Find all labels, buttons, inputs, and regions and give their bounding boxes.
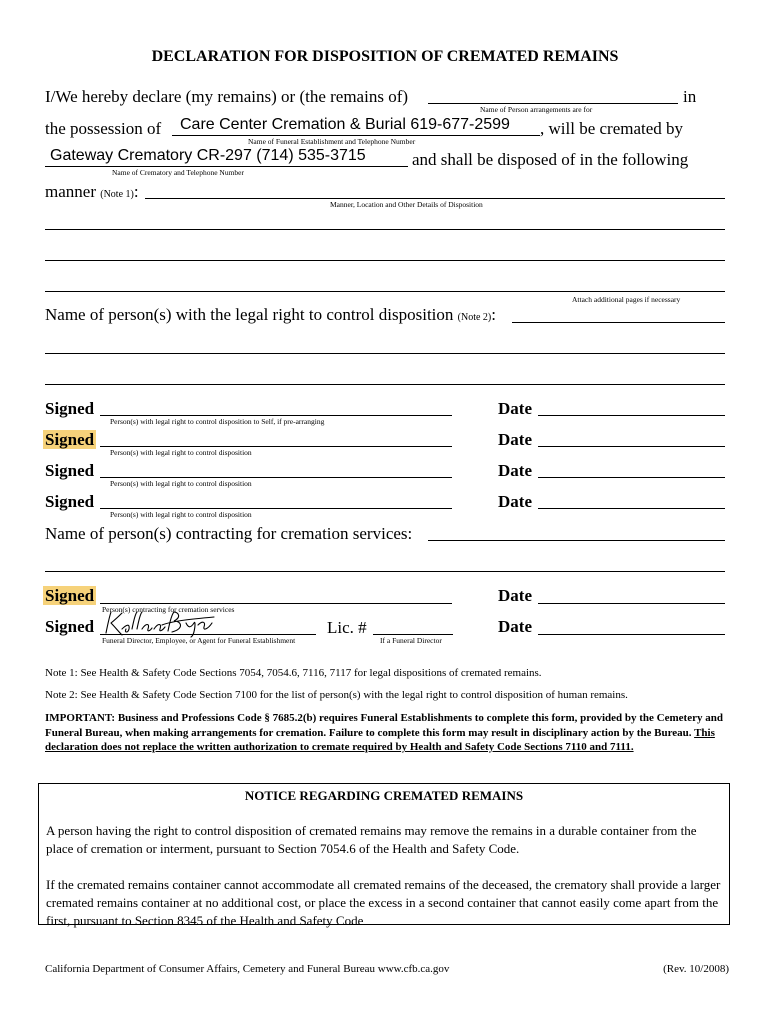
notice-paragraph-2: If the cremated remains container cannot accommodate all cremated remains of the deceased, the crematory shall provide a larger cremated remains container at no additional cost, or place the excess in a second container that cannot easily come apart from the first, pursuant to Section 8345 of the Health and Safety Code bbox=[46, 877, 721, 928]
date-field-3[interactable] bbox=[538, 477, 725, 478]
date-field-2[interactable] bbox=[538, 446, 725, 447]
director-signature-image bbox=[102, 609, 222, 639]
signature-field-1[interactable] bbox=[100, 415, 452, 416]
crematory-caption: Name of Crematory and Telephone Number bbox=[112, 168, 245, 177]
manner-field-line-4[interactable] bbox=[45, 291, 725, 292]
contracting-label: Name of person(s) contracting for cremation services: bbox=[45, 524, 413, 543]
declare-text: I/We hereby declare (my remains) or (the remains of) bbox=[45, 87, 409, 106]
director-date-label: Date bbox=[498, 617, 532, 636]
funeral-establishment-value[interactable]: Care Center Cremation & Burial 619-677-2599 bbox=[180, 116, 510, 133]
signature-caption-1: Person(s) with legal right to control disposition to Self, if pre-arranging bbox=[110, 417, 325, 426]
funeral-establishment-caption: Name of Funeral Establishment and Telephone Number bbox=[248, 137, 416, 146]
legal-right-field-line-2[interactable] bbox=[45, 353, 725, 354]
attach-pages-caption: Attach additional pages if necessary bbox=[572, 295, 681, 304]
date-label-4: Date bbox=[498, 492, 532, 511]
lic-field[interactable] bbox=[373, 634, 453, 635]
manner-label: manner (Note 1): bbox=[45, 182, 139, 201]
legal-right-label: Name of person(s) with the legal right to control disposition (Note 2): bbox=[45, 305, 496, 324]
possession-text: the possession of bbox=[45, 119, 162, 138]
manner-caption: Manner, Location and Other Details of Disposition bbox=[330, 200, 483, 209]
form-title: DECLARATION FOR DISPOSITION OF CREMATED REMAINS bbox=[151, 48, 619, 65]
signature-caption-4: Person(s) with legal right to control disposition bbox=[110, 510, 252, 519]
lic-caption: If a Funeral Director bbox=[380, 636, 442, 645]
notice-box bbox=[38, 783, 730, 928]
signed-label-4: Signed bbox=[45, 492, 95, 511]
contracting-signed-label: Signed bbox=[45, 586, 95, 605]
footer-agency: California Department of Consumer Affairs, Cemetery and Funeral Bureau www.cfb.ca.gov bbox=[45, 963, 450, 975]
important-notice: IMPORTANT: Business and Professions Code § 7685.2(b) requires Funeral Establishments to complete this form, provided by the Cemetery and Funeral Bureau, when making arrangements for cremation. Failure to complete this form may result in disciplinary action by the Bureau. This declaration does not replace the written authorization to cremate required by Health and Safety Code Sections 7110 and 7111. bbox=[45, 712, 723, 753]
date-field-4[interactable] bbox=[538, 508, 725, 509]
date-label-3: Date bbox=[498, 461, 532, 480]
contracting-field-line-2[interactable] bbox=[45, 571, 725, 572]
director-date-field[interactable] bbox=[538, 634, 725, 635]
legal-right-field[interactable] bbox=[512, 322, 725, 323]
director-caption: Funeral Director, Employee, or Agent for Funeral Establishment bbox=[102, 636, 296, 645]
signature-field-2[interactable] bbox=[100, 446, 452, 447]
manner-field-line-3[interactable] bbox=[45, 260, 725, 261]
signature-caption-2: Person(s) with legal right to control disposition bbox=[110, 448, 252, 457]
contracting-field[interactable] bbox=[428, 540, 725, 541]
contracting-signature-field[interactable] bbox=[100, 603, 452, 604]
signed-label-3: Signed bbox=[45, 461, 95, 480]
contracting-date-label: Date bbox=[498, 586, 532, 605]
date-label-1: Date bbox=[498, 399, 532, 418]
date-field-1[interactable] bbox=[538, 415, 725, 416]
crematory-field[interactable] bbox=[45, 166, 408, 167]
signature-field-4[interactable] bbox=[100, 508, 452, 509]
disposed-text: and shall be disposed of in the following bbox=[412, 150, 689, 169]
in-text: in bbox=[683, 87, 697, 106]
funeral-establishment-field[interactable] bbox=[172, 135, 540, 136]
legal-right-field-line-3[interactable] bbox=[45, 384, 725, 385]
signed-label-2: Signed bbox=[45, 430, 95, 449]
lic-label: Lic. # bbox=[327, 618, 367, 637]
cremated-by-text: , will be cremated by bbox=[540, 119, 684, 138]
note-1: Note 1: See Health & Safety Code Sections 7054, 7054.6, 7116, 7117 for legal dispositions of cremated remains. bbox=[45, 667, 542, 679]
crematory-value[interactable]: Gateway Crematory CR-297 (714) 535-3715 bbox=[50, 147, 366, 164]
contracting-caption: Person(s) contracting for cremation services bbox=[102, 605, 235, 614]
manner-field[interactable] bbox=[145, 198, 725, 199]
signature-field-3[interactable] bbox=[100, 477, 452, 478]
person-name-field[interactable] bbox=[428, 103, 678, 104]
note-2: Note 2: See Health & Safety Code Section 7100 for the list of person(s) with the legal right to control disposition of human remains. bbox=[45, 689, 628, 701]
contracting-date-field[interactable] bbox=[538, 603, 725, 604]
signed-label-1: Signed bbox=[45, 399, 95, 418]
date-label-2: Date bbox=[498, 430, 532, 449]
notice-paragraph-1: A person having the right to control disposition of cremated remains may remove the remains in a durable container from the place of cremation or interment, pursuant to Section 7054.6 of the Health and Safety Code. bbox=[46, 823, 697, 856]
signature-caption-3: Person(s) with legal right to control disposition bbox=[110, 479, 252, 488]
person-name-caption: Name of Person arrangements are for bbox=[480, 105, 593, 114]
notice-title: NOTICE REGARDING CREMATED REMAINS bbox=[244, 788, 524, 803]
manner-field-line-2[interactable] bbox=[45, 229, 725, 230]
director-signed-label: Signed bbox=[45, 617, 95, 636]
footer-revision: (Rev. 10/2008) bbox=[663, 963, 729, 975]
